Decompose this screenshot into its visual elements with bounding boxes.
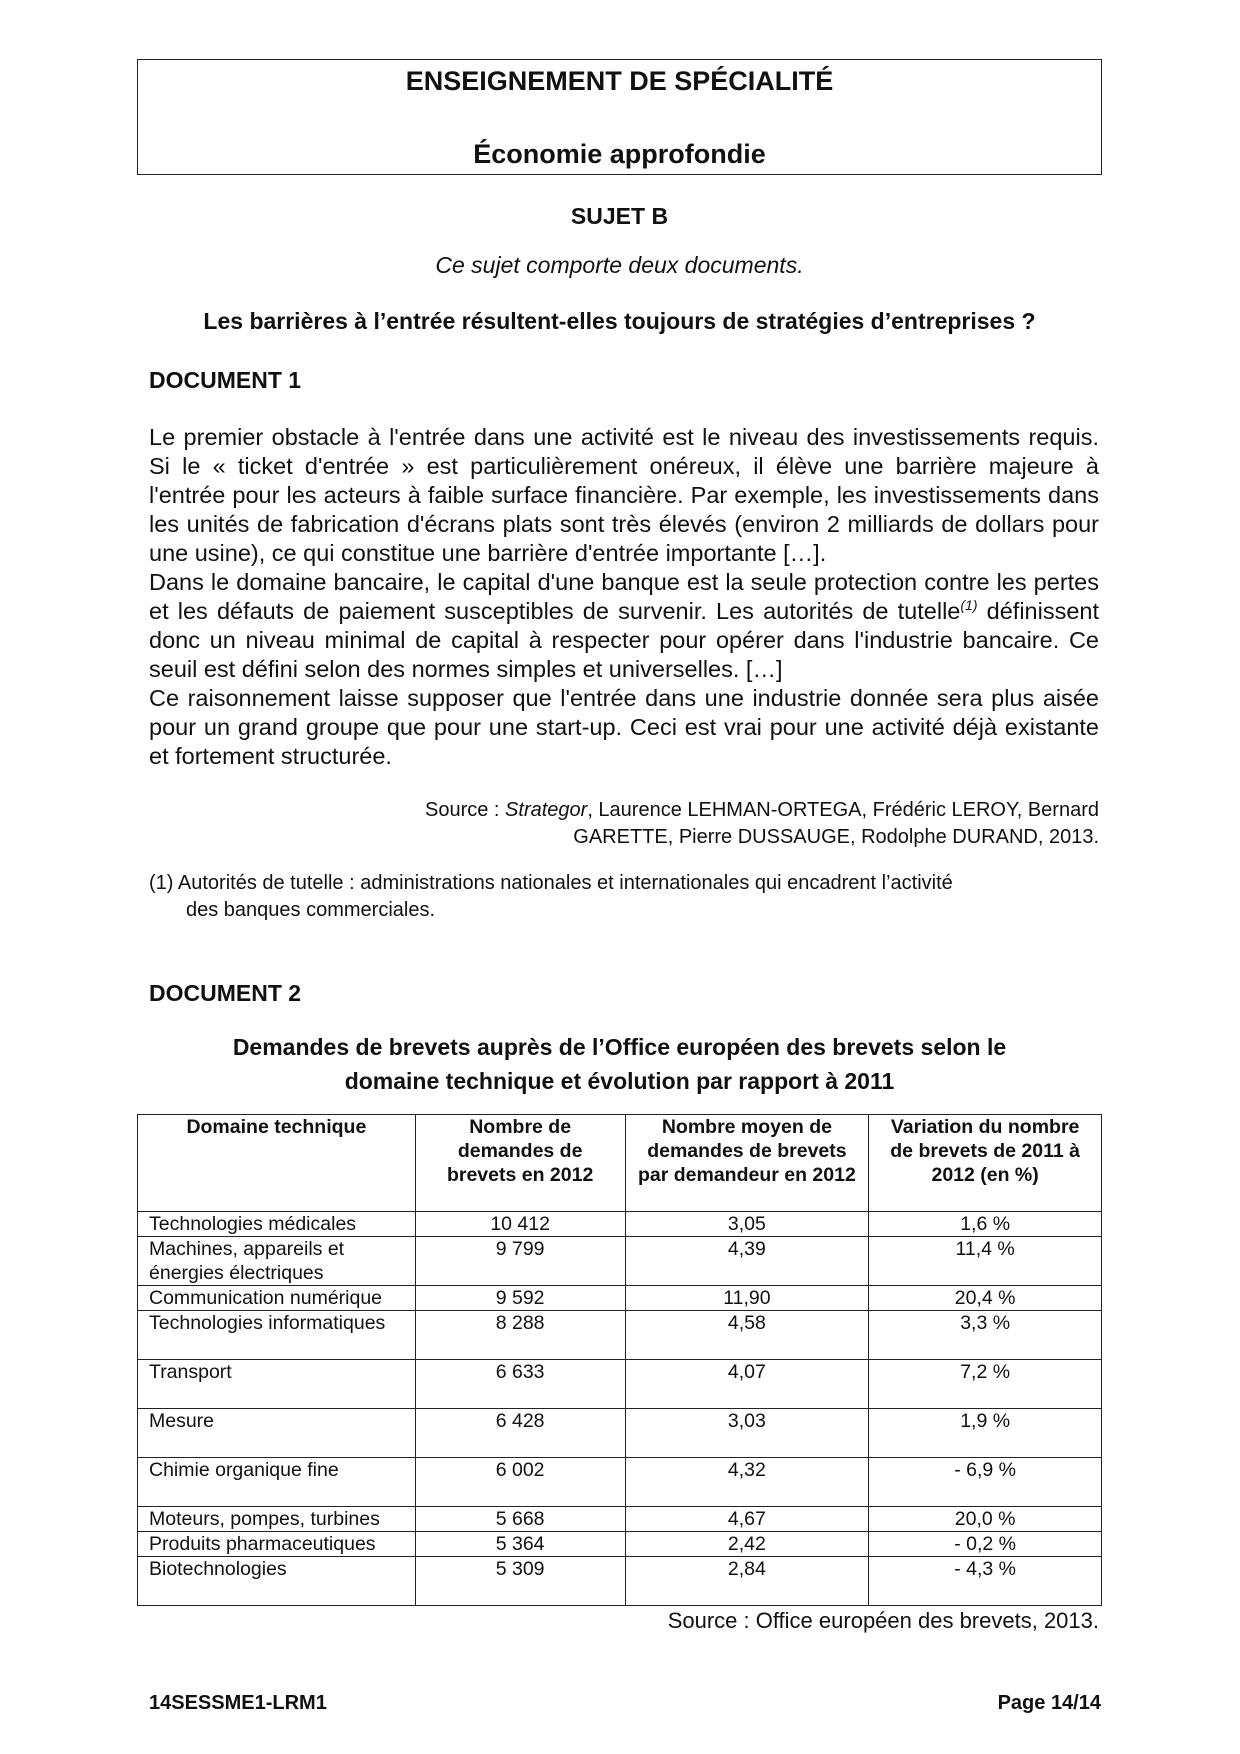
- table-cell: 4,07: [625, 1360, 869, 1409]
- header-subtitle: Économie approfondie: [473, 139, 766, 169]
- document-2-source: Source : Office européen des brevets, 2013.: [667, 1608, 1099, 1633]
- patents-table: [137, 1114, 1102, 1606]
- table-header-cell: Domaine technique: [138, 1115, 416, 1212]
- document-1-paragraph: Ce raisonnement laisse supposer que l'entrée dans une industrie donnée sera plus aisée pour un grand groupe que pour une start-up. Ceci est vrai pour une activité déjà existante et fortement structurée.: [149, 685, 1099, 769]
- document-1-body: [149, 423, 1099, 771]
- table-cell: 5 668: [415, 1507, 625, 1532]
- source-work: Strategor: [505, 799, 588, 821]
- table-cell: 4,39: [625, 1237, 869, 1286]
- header-box: [137, 59, 1102, 175]
- document-1-source: [149, 797, 1099, 851]
- table-cell: 5 309: [415, 1557, 625, 1606]
- table-row: [138, 1458, 1102, 1507]
- question-text: Les barrières à l’entrée résultent-elles toujours de stratégies d’entreprises ?: [203, 308, 1036, 334]
- intro-text: Ce sujet comporte deux documents.: [435, 252, 804, 278]
- table-cell: Technologies informatiques: [138, 1311, 416, 1360]
- table-cell: 4,58: [625, 1311, 869, 1360]
- table-row: [138, 1409, 1102, 1458]
- footnote-line: (1) Autorités de tutelle : administrations nationales et internationales qui encadrent l’activité: [149, 872, 953, 894]
- document-1-paragraph: [149, 568, 1099, 684]
- table-row: [138, 1311, 1102, 1360]
- footnote: [149, 870, 1099, 924]
- table-title: [137, 1030, 1102, 1098]
- source-authors: , Laurence LEHMAN-ORTEGA, Frédéric LEROY, Bernard: [587, 799, 1099, 821]
- table-cell: 1,9 %: [869, 1409, 1102, 1458]
- footer-code: 14SESSME1-LRM1: [149, 1692, 327, 1714]
- table-cell: 10 412: [415, 1212, 625, 1237]
- table-title-line: domaine technique et évolution par rapport à 2011: [344, 1068, 895, 1094]
- table-cell: 6 633: [415, 1360, 625, 1409]
- table-cell: 11,4 %: [869, 1237, 1102, 1286]
- table-cell: 4,67: [625, 1507, 869, 1532]
- sujet-label: SUJET B: [570, 203, 669, 229]
- table-cell: Chimie organique fine: [138, 1458, 416, 1507]
- table-cell: 6 002: [415, 1458, 625, 1507]
- table-row: [138, 1532, 1102, 1557]
- table-header-cell: Nombre de demandes de brevets en 2012: [415, 1115, 625, 1212]
- table-cell: Mesure: [138, 1409, 416, 1458]
- table-cell: Biotechnologies: [138, 1557, 416, 1606]
- table-row: [138, 1557, 1102, 1606]
- source-prefix: Source :: [425, 799, 506, 821]
- table-cell: Technologies médicales: [138, 1212, 416, 1237]
- document-1-paragraph: Le premier obstacle à l'entrée dans une activité est le niveau des investissements requis. Si le « ticket d'entrée » est particulièrement onéreux, il élève une barrière majeure à l'entrée pour les acteurs à faible surface financière. Par exemple, les investissements dans les unités de fabrication d'écrans plats sont très élevés (environ 2 milliards de dollars pour une usine), ce qui constitue une barrière d'entrée importante […].: [149, 424, 1099, 566]
- table-header-cell: Variation du nombre de brevets de 2011 à 2012 (en %): [869, 1115, 1102, 1212]
- footer-page-number: Page 14/14: [997, 1692, 1101, 1714]
- table-cell: 3,03: [625, 1409, 869, 1458]
- table-cell: Machines, appareils et énergies électriques: [138, 1237, 416, 1286]
- table-cell: Transport: [138, 1360, 416, 1409]
- table-cell: 20,0 %: [869, 1507, 1102, 1532]
- table-cell: 9 799: [415, 1237, 625, 1286]
- document-1-text: définissent donc un niveau minimal de capital à respecter pour opérer dans l'industrie bancaire. Ce seuil est défini selon des normes simples et universelles. […]: [149, 598, 1100, 682]
- document-2-title: DOCUMENT 2: [149, 980, 302, 1006]
- table-cell: 9 592: [415, 1286, 625, 1311]
- table-title-line: Demandes de brevets auprès de l’Office européen des brevets selon le: [232, 1034, 1007, 1060]
- table-row: [138, 1237, 1102, 1286]
- table-cell: 7,2 %: [869, 1360, 1102, 1409]
- table-cell: Produits pharmaceutiques: [138, 1532, 416, 1557]
- table-cell: Moteurs, pompes, turbines: [138, 1507, 416, 1532]
- table-cell: 4,32: [625, 1458, 869, 1507]
- table-row: [138, 1507, 1102, 1532]
- table-cell: 1,6 %: [869, 1212, 1102, 1237]
- table-cell: 5 364: [415, 1532, 625, 1557]
- table-cell: 8 288: [415, 1311, 625, 1360]
- footnote-line: des banques commerciales.: [186, 899, 436, 921]
- header-title: ENSEIGNEMENT DE SPÉCIALITÉ: [405, 66, 834, 96]
- table-cell: 2,84: [625, 1557, 869, 1606]
- table-cell: - 0,2 %: [869, 1532, 1102, 1557]
- table-cell: 11,90: [625, 1286, 869, 1311]
- table-cell: 6 428: [415, 1409, 625, 1458]
- document-1-title: DOCUMENT 1: [149, 367, 302, 393]
- footnote-ref: (1): [960, 597, 978, 614]
- table-cell: Communication numérique: [138, 1286, 416, 1311]
- table-row: [138, 1212, 1102, 1237]
- table-header-row: [138, 1115, 1102, 1212]
- source-line: [149, 797, 1099, 824]
- document-1-text: Dans le domaine bancaire, le capital d'une banque est la seule protection contre les pertes et les défauts de paiement susceptibles de survenir. Les autorités de tutelle: [149, 569, 1099, 624]
- table-cell: 3,3 %: [869, 1311, 1102, 1360]
- table-cell: - 4,3 %: [869, 1557, 1102, 1606]
- table-cell: 3,05: [625, 1212, 869, 1237]
- source-line: GARETTE, Pierre DUSSAUGE, Rodolphe DURAND, 2013.: [573, 826, 1099, 848]
- table-cell: 20,4 %: [869, 1286, 1102, 1311]
- table-row: [138, 1360, 1102, 1409]
- table-row: [138, 1286, 1102, 1311]
- table-cell: 2,42: [625, 1532, 869, 1557]
- table-cell: - 6,9 %: [869, 1458, 1102, 1507]
- table-header-cell: Nombre moyen de demandes de brevets par demandeur en 2012: [625, 1115, 869, 1212]
